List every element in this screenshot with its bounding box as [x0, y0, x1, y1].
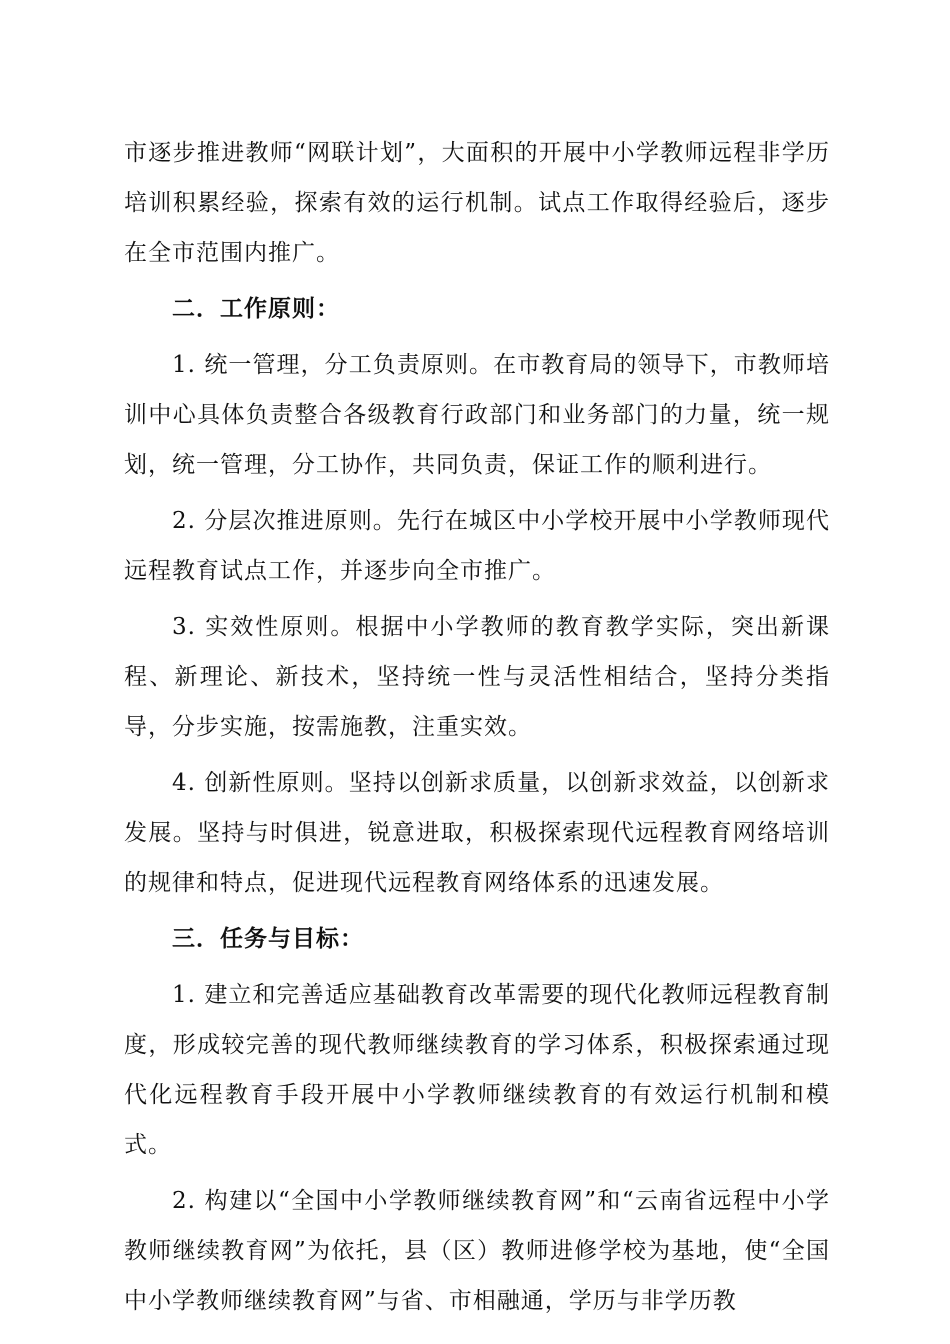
document-body: [124, 128, 830, 1326]
paragraph-principle-2: 2. 分层次推进原则。先行在城区中小学校开展中小学教师现代远程教育试点工作，并逐步向全市推广。: [124, 508, 830, 584]
paragraph-principle-3: 3. 实效性原则。根据中小学教师的教育教学实际，突出新课程、新理论、新技术，坚持统一性与灵活性相结合，坚持分类指导，分步实施，按需施教，注重实效。: [124, 614, 830, 740]
paragraph-principle-4: 4. 创新性原则。坚持以创新求质量，以创新求效益，以创新求发展。坚持与时俱进，锐意进取，积极探索现代远程教育网络培训的规律和特点，促进现代远程教育网络体系的迅速发展。: [124, 770, 830, 896]
paragraph-task-2: 2. 构建以“全国中小学教师继续教育网”和“云南省远程中小学教师继续教育网”为依托，县（区）教师进修学校为基地，使“全国中小学教师继续教育网”与省、市相融通，学历与非学历教: [124, 1188, 830, 1314]
paragraph-principle-1: 1. 统一管理，分工负责原则。在市教育局的领导下，市教师培训中心具体负责整合各级教育行政部门和业务部门的力量，统一规划，统一管理，分工协作，共同负责，保证工作的顺利进行。: [124, 352, 830, 478]
section-heading-work-principles: 二．工作原则：: [172, 295, 340, 322]
paragraph-intro-continued: 市逐步推进教师“网联计划”，大面积的开展中小学教师远程非学历培训积累经验，探索有效的运行机制。试点工作取得经验后，逐步在全市范围内推广。: [124, 140, 830, 266]
paragraph-task-1: 1. 建立和完善适应基础教育改革需要的现代化教师远程教育制度，形成较完善的现代教师继续教育的学习体系，积极探索通过现代化远程教育手段开展中小学教师继续教育的有效运行机制和模式。: [124, 982, 830, 1158]
section-heading-tasks-goals: 三．任务与目标：: [172, 925, 364, 952]
